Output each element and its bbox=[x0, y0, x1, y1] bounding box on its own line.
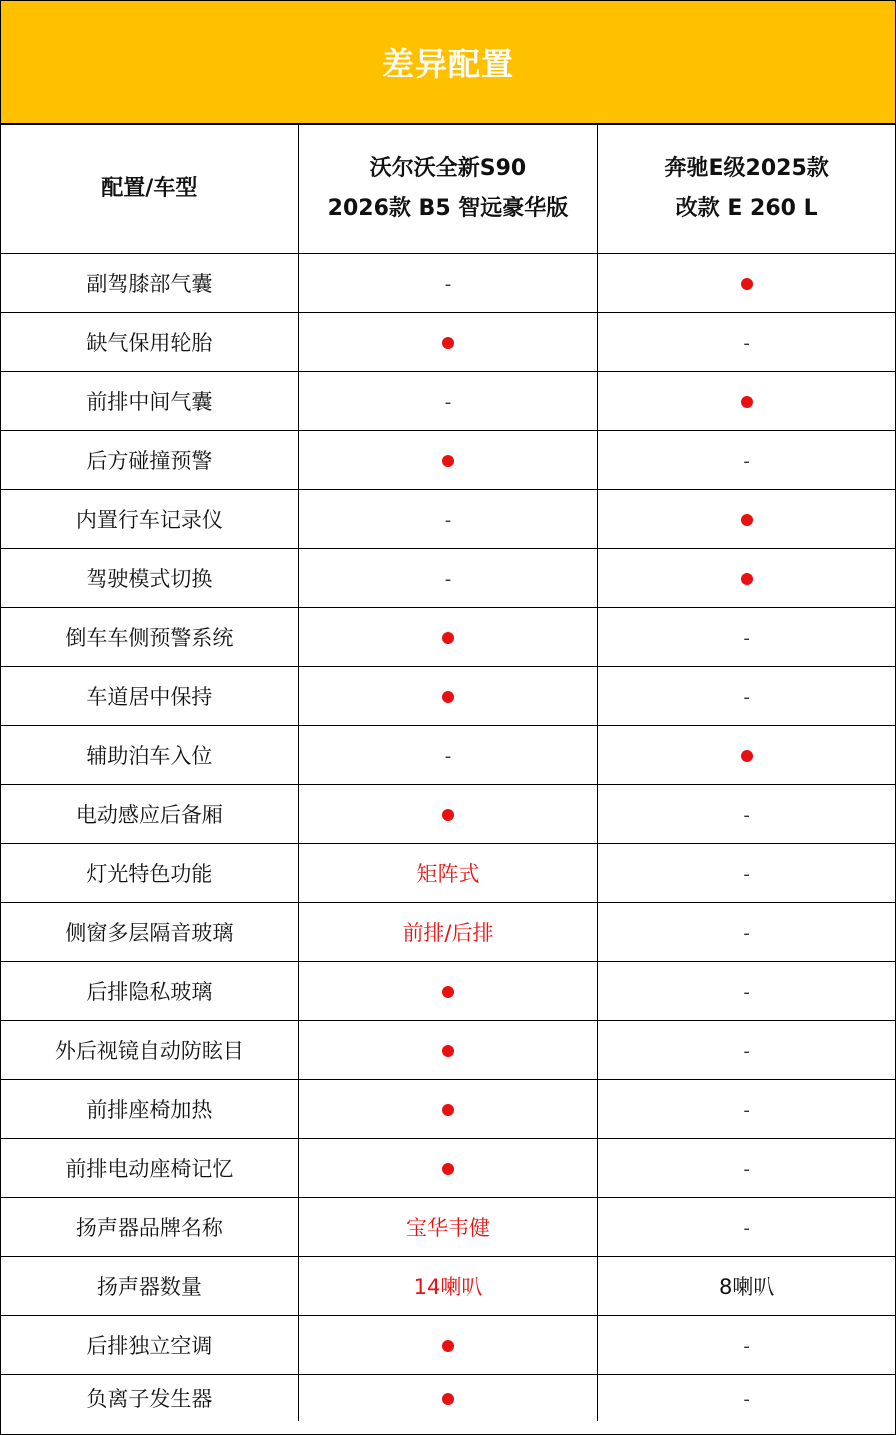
equipped-dot-icon bbox=[442, 691, 454, 703]
equipped-dot-icon bbox=[442, 337, 454, 349]
feature-label: 负离子发生器 bbox=[86, 1387, 213, 1411]
cell-car2 bbox=[598, 313, 895, 372]
cell-car2 bbox=[598, 844, 895, 903]
table-row bbox=[1, 313, 895, 372]
feature-label: 驾驶模式切换 bbox=[86, 567, 213, 591]
cell-car2 bbox=[598, 608, 895, 667]
cell-value: 14喇叭 bbox=[413, 1275, 483, 1299]
equipped-dot-icon bbox=[442, 809, 454, 821]
table-row bbox=[1, 1080, 895, 1139]
table-row bbox=[1, 667, 895, 726]
cell-car2 bbox=[598, 962, 895, 1021]
feature-name bbox=[1, 431, 298, 490]
not-equipped-dash: - bbox=[743, 333, 750, 354]
cell-car1 bbox=[298, 785, 598, 844]
cell-car2 bbox=[598, 1080, 895, 1139]
cell-car1 bbox=[298, 313, 598, 372]
cell-value: 宝华韦健 bbox=[405, 1216, 490, 1240]
table-row bbox=[1, 726, 895, 785]
feature-label: 缺气保用轮胎 bbox=[86, 331, 213, 355]
feature-label: 后排独立空调 bbox=[86, 1334, 213, 1358]
table-row bbox=[1, 254, 895, 313]
equipped-dot-icon bbox=[741, 278, 753, 290]
not-equipped-dash: - bbox=[743, 805, 750, 826]
feature-label: 电动感应后备厢 bbox=[75, 803, 223, 827]
header-car2 bbox=[598, 125, 895, 254]
feature-name bbox=[1, 785, 298, 844]
feature-name bbox=[1, 667, 298, 726]
cell-car2 bbox=[598, 431, 895, 490]
feature-label: 灯光特色功能 bbox=[86, 862, 213, 886]
equipped-dot-icon bbox=[442, 1104, 454, 1116]
cell-car1 bbox=[298, 372, 598, 431]
equipped-dot-icon bbox=[741, 573, 753, 585]
not-equipped-dash: - bbox=[444, 274, 452, 295]
cell-car1 bbox=[298, 1198, 598, 1257]
cell-car1 bbox=[298, 1080, 598, 1139]
page-title: 差异配置 bbox=[381, 45, 514, 83]
not-equipped-dash: - bbox=[743, 1389, 750, 1410]
equipped-dot-icon bbox=[442, 1393, 454, 1405]
cell-car2 bbox=[598, 1198, 895, 1257]
feature-label: 辅助泊车入位 bbox=[86, 744, 213, 768]
table-row bbox=[1, 1316, 895, 1375]
cell-car1 bbox=[298, 844, 598, 903]
feature-name bbox=[1, 1139, 298, 1198]
not-equipped-dash: - bbox=[743, 1100, 750, 1121]
feature-label: 倒车车侧预警系统 bbox=[65, 626, 234, 650]
feature-label: 后排隐私玻璃 bbox=[86, 980, 213, 1004]
table-row bbox=[1, 372, 895, 431]
cell-car1 bbox=[298, 903, 598, 962]
cell-value: 8喇叭 bbox=[718, 1275, 775, 1299]
table-row bbox=[1, 962, 895, 1021]
feature-name bbox=[1, 1316, 298, 1375]
table-row bbox=[1, 1198, 895, 1257]
not-equipped-dash: - bbox=[743, 1159, 750, 1180]
table-row bbox=[1, 608, 895, 667]
feature-name bbox=[1, 903, 298, 962]
cell-car2 bbox=[598, 903, 895, 962]
equipped-dot-icon bbox=[442, 1045, 454, 1057]
cell-car1 bbox=[298, 726, 598, 785]
table-header-row bbox=[1, 125, 895, 254]
table-row bbox=[1, 490, 895, 549]
feature-label: 外后视镜自动防眩目 bbox=[54, 1039, 244, 1063]
cell-car2 bbox=[598, 372, 895, 431]
equipped-dot-icon bbox=[442, 1340, 454, 1352]
feature-label: 后方碰撞预警 bbox=[86, 449, 213, 473]
cell-car1 bbox=[298, 254, 598, 313]
feature-name bbox=[1, 313, 298, 372]
table-row bbox=[1, 431, 895, 490]
header-car1 bbox=[298, 125, 598, 254]
cell-value: 矩阵式 bbox=[416, 862, 480, 886]
feature-name bbox=[1, 726, 298, 785]
equipped-dot-icon bbox=[741, 396, 753, 408]
feature-name bbox=[1, 1257, 298, 1316]
not-equipped-dash: - bbox=[743, 1336, 750, 1357]
header-label-text: 配置/车型 bbox=[101, 176, 198, 201]
feature-label: 扬声器数量 bbox=[96, 1275, 202, 1299]
not-equipped-dash: - bbox=[743, 1041, 750, 1062]
not-equipped-dash: - bbox=[444, 746, 452, 767]
equipped-dot-icon bbox=[442, 632, 454, 644]
not-equipped-dash: - bbox=[444, 569, 452, 590]
not-equipped-dash: - bbox=[743, 451, 750, 472]
cell-car1 bbox=[298, 431, 598, 490]
cell-car2 bbox=[598, 1316, 895, 1375]
feature-label: 扬声器品牌名称 bbox=[75, 1216, 223, 1240]
header-label bbox=[1, 125, 298, 254]
equipped-dot-icon bbox=[741, 514, 753, 526]
feature-name bbox=[1, 1021, 298, 1080]
table-row bbox=[1, 1139, 895, 1198]
not-equipped-dash: - bbox=[743, 982, 750, 1003]
not-equipped-dash: - bbox=[743, 687, 750, 708]
feature-label: 内置行车记录仪 bbox=[75, 508, 223, 532]
cell-car2 bbox=[598, 1375, 895, 1422]
header-car1-line2: 2026款 B5 智远豪华版 bbox=[327, 196, 569, 221]
cell-car1 bbox=[298, 667, 598, 726]
feature-label: 前排中间气囊 bbox=[86, 390, 213, 414]
feature-name bbox=[1, 372, 298, 431]
comparison-table bbox=[1, 125, 895, 1421]
cell-car1 bbox=[298, 490, 598, 549]
cell-car1 bbox=[298, 1375, 598, 1422]
feature-name bbox=[1, 490, 298, 549]
cell-car1 bbox=[298, 608, 598, 667]
equipped-dot-icon bbox=[442, 1163, 454, 1175]
feature-label: 副驾膝部气囊 bbox=[86, 272, 213, 296]
not-equipped-dash: - bbox=[444, 392, 452, 413]
not-equipped-dash: - bbox=[444, 510, 452, 531]
header-car1-line1: 沃尔沃全新S90 bbox=[369, 156, 527, 181]
feature-label: 车道居中保持 bbox=[86, 685, 213, 709]
feature-name bbox=[1, 608, 298, 667]
cell-car1 bbox=[298, 1316, 598, 1375]
cell-value: 前排/后排 bbox=[402, 921, 494, 945]
cell-car2 bbox=[598, 1257, 895, 1316]
table-row bbox=[1, 1257, 895, 1316]
feature-label: 侧窗多层隔音玻璃 bbox=[65, 921, 234, 945]
cell-car2 bbox=[598, 726, 895, 785]
feature-name bbox=[1, 254, 298, 313]
feature-name bbox=[1, 1375, 298, 1422]
header-car2-line1: 奔驰E级2025款 bbox=[664, 156, 829, 181]
not-equipped-dash: - bbox=[743, 923, 750, 944]
cell-car2 bbox=[598, 1021, 895, 1080]
feature-name bbox=[1, 962, 298, 1021]
table-row bbox=[1, 903, 895, 962]
cell-car2 bbox=[598, 549, 895, 608]
feature-label: 前排电动座椅记忆 bbox=[65, 1157, 234, 1181]
cell-car1 bbox=[298, 962, 598, 1021]
feature-name bbox=[1, 844, 298, 903]
title-banner bbox=[1, 1, 895, 125]
not-equipped-dash: - bbox=[743, 1218, 750, 1239]
cell-car2 bbox=[598, 667, 895, 726]
feature-name bbox=[1, 1198, 298, 1257]
feature-name bbox=[1, 1080, 298, 1139]
table-row bbox=[1, 549, 895, 608]
equipped-dot-icon bbox=[442, 986, 454, 998]
cell-car2 bbox=[598, 1139, 895, 1198]
cell-car2 bbox=[598, 490, 895, 549]
feature-label: 前排座椅加热 bbox=[86, 1098, 213, 1122]
equipped-dot-icon bbox=[442, 455, 454, 467]
cell-car2 bbox=[598, 254, 895, 313]
equipped-dot-icon bbox=[741, 750, 753, 762]
not-equipped-dash: - bbox=[743, 628, 750, 649]
cell-car1 bbox=[298, 1257, 598, 1316]
not-equipped-dash: - bbox=[743, 864, 750, 885]
cell-car2 bbox=[598, 785, 895, 844]
table-row bbox=[1, 844, 895, 903]
feature-name bbox=[1, 549, 298, 608]
cell-car1 bbox=[298, 549, 598, 608]
cell-car1 bbox=[298, 1021, 598, 1080]
header-car2-line2: 改款 E 260 L bbox=[675, 196, 818, 221]
table-row bbox=[1, 1375, 895, 1422]
cell-car1 bbox=[298, 1139, 598, 1198]
table-row bbox=[1, 785, 895, 844]
table-row bbox=[1, 1021, 895, 1080]
